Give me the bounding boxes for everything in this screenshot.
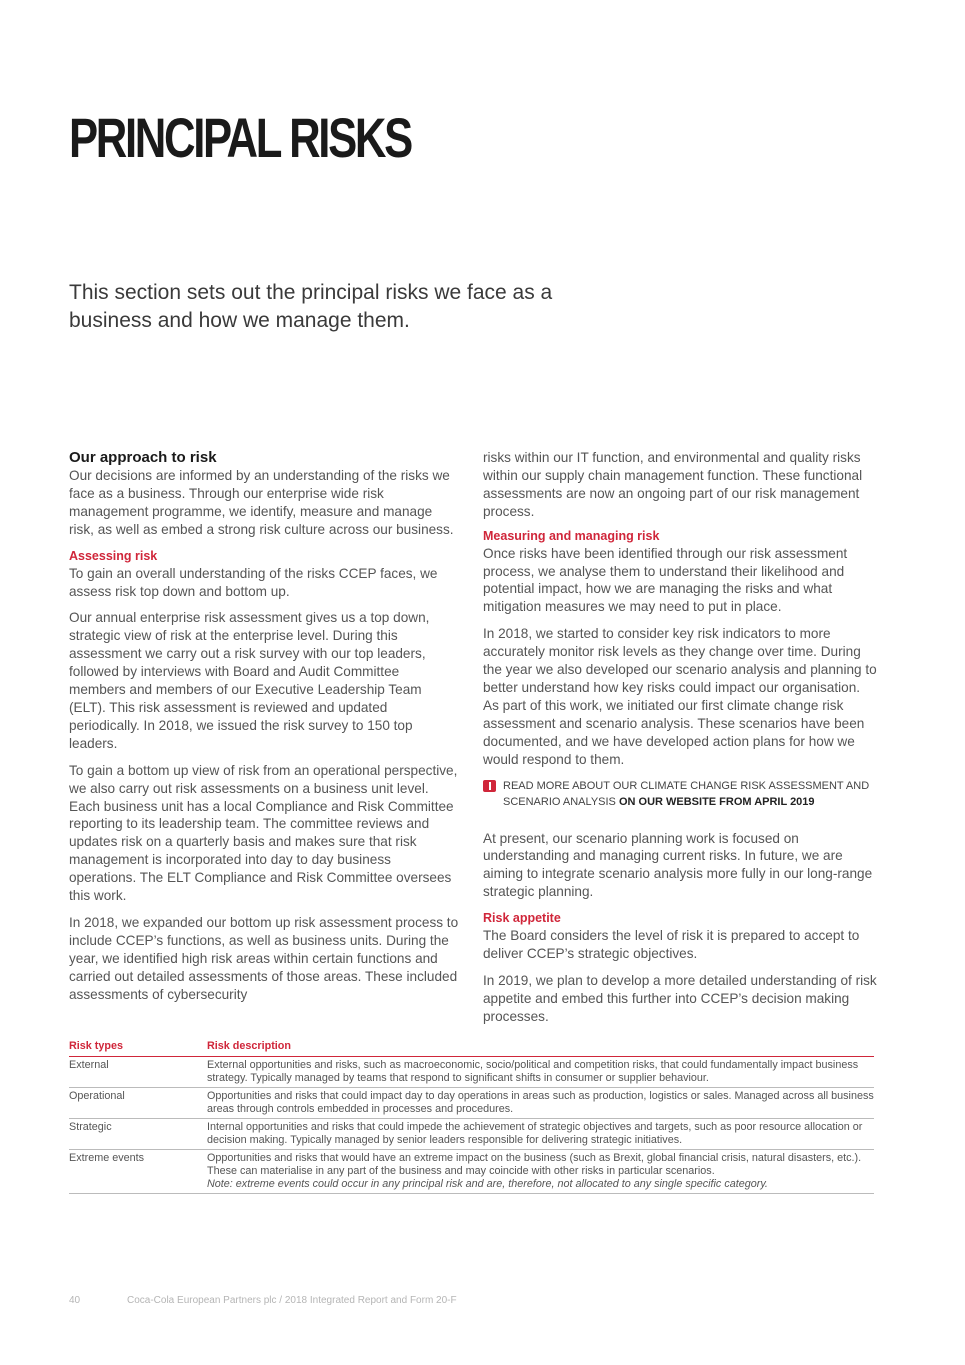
paragraph: Our decisions are informed by an understanding of the risks we face as a business. Through our enterprise wide risk management programme, we identify, measure and manage risk, as well as embed a strong risk culture across our business. — [69, 468, 454, 537]
table-row — [69, 1150, 874, 1194]
section-heading-approach: Our approach to risk — [69, 449, 217, 466]
paragraph: In 2018, we started to consider key risk indicators to more accurately monitor risk levels as they change over time. During the year we also developed our scenario analysis and planning to better understand how key risks could impact our organisation. As part of this work, we initiated our first climate change risk assessment and scenario analysis. These scenarios have been documented, and we have developed action plans for how we would respond to them. — [483, 626, 877, 767]
risk-types-table — [69, 1040, 874, 1194]
risk-description: External opportunities and risks, such as macroeconomic, socio/political and competition risks, that could fundamentally impact business strategy. Typically managed by teams that respond to significant shifts in consumer or supplier behaviour. — [207, 1057, 874, 1088]
info-book-icon — [483, 780, 496, 792]
risk-type: Strategic — [69, 1119, 207, 1150]
paragraph: Once risks have been identified through our risk assessment process, we analyse them to understand their likelihood and potential impact, how we are managing the risks and what mitigation measures we may need to put in place. — [483, 545, 848, 615]
read-more-callout[interactable] — [483, 778, 878, 810]
table-row — [69, 1119, 874, 1150]
risk-type: Extreme events — [69, 1150, 207, 1194]
callout-link[interactable]: ON OUR WEBSITE FROM APRIL 2019 — [618, 795, 815, 808]
table-header-row — [69, 1040, 874, 1057]
risk-description: Opportunities and risks that would have an extreme impact on the business (such as Brexit, global financial crisis, natural disasters, etc.). These can materialise in any part of the business and may coincide with other risks in particular scenarios. — [207, 1152, 862, 1177]
subheading-risk-appetite: Risk appetite — [483, 911, 561, 926]
risk-type: Operational — [69, 1088, 207, 1119]
risk-description: Opportunities and risks that could impact day to day operations in areas such as production, logistics or sales. Managed across all business areas through controls embedded in processes and procedures. — [207, 1088, 874, 1119]
table-row — [69, 1057, 874, 1088]
page-title: PRINCIPAL RISKS — [69, 106, 411, 169]
paragraph: To gain an overall understanding of the risks CCEP faces, we assess risk top down and bottom up. — [69, 565, 438, 599]
risk-description-cell — [207, 1150, 874, 1194]
page-footer — [69, 1295, 457, 1306]
paragraph: Our annual enterprise risk assessment gives us a top down, strategic view of risk at the enterprise level. During this assessment we carry out a risk survey with our top leaders, followed by interviews with Board and Audit Committee members and members of our Executive Leadership Team (ELT). This risk assessment is reviewed and updated periodically. In 2018, we issued the risk survey to 150 top leaders. — [69, 610, 430, 751]
right-column — [483, 449, 878, 1035]
paragraph: To gain a bottom up view of risk from an operational perspective, we also carry out risk assessments on a business unit level. Each business unit has a local Compliance and Risk Committee reporting to its leadership team. The committee reviews and updates risk on a quarterly basis and makes sure that risk management is incorporated into day to day business operations. The ELT Compliance and Risk Committee oversees this work. — [69, 762, 458, 904]
risk-note: Note: extreme events could occur in any principal risk and are, therefore, not allocated to any single specific category. — [207, 1178, 768, 1190]
paragraph: risks within our IT function, and environmental and quality risks within our supply chain management function. These functional assessments are now an ongoing part of our risk management process. — [483, 450, 863, 519]
risk-description: Internal opportunities and risks that could impede the achievement of strategic objectives and targets, such as poor resource allocation or decision making. Typically managed by senior leaders responsible for delivering strategic initiatives. — [207, 1119, 874, 1150]
subheading-assessing-risk: Assessing risk — [69, 548, 158, 563]
left-column — [69, 449, 459, 1012]
header-risk-description: Risk description — [207, 1040, 874, 1057]
paragraph: The Board considers the level of risk it is prepared to accept to deliver CCEP’s strategic objectives. — [483, 928, 860, 962]
intro-text: This section sets out the principal risks we face as a business and how we manage them. — [69, 281, 553, 332]
paragraph: In 2018, we expanded our bottom up risk assessment process to include CCEP’s functions, as well as business units. During the year, we identified high risk areas within certain functions and carried out detailed assessments of those areas. These included assessments of cybersecurity — [69, 914, 459, 1002]
table-row — [69, 1088, 874, 1119]
header-risk-types: Risk types — [69, 1040, 207, 1057]
footer-text: Coca-Cola European Partners plc / 2018 Integrated Report and Form 20-F — [127, 1295, 457, 1306]
subheading-measuring-risk: Measuring and managing risk — [483, 528, 660, 543]
paragraph: In 2019, we plan to develop a more detailed understanding of risk appetite and embed this further into CCEP’s decision making processes. — [483, 972, 877, 1024]
risk-type: External — [69, 1057, 207, 1088]
page-number: 40 — [69, 1295, 81, 1306]
paragraph: At present, our scenario planning work is focused on understanding and managing current risks. In future, we are aiming to integrate scenario analysis more fully in our long-range strategic planning. — [483, 830, 873, 900]
callout-text: READ MORE ABOUT OUR CLIMATE CHANGE RISK ASSESSMENT AND SCENARIO ANALYSIS — [503, 779, 870, 808]
